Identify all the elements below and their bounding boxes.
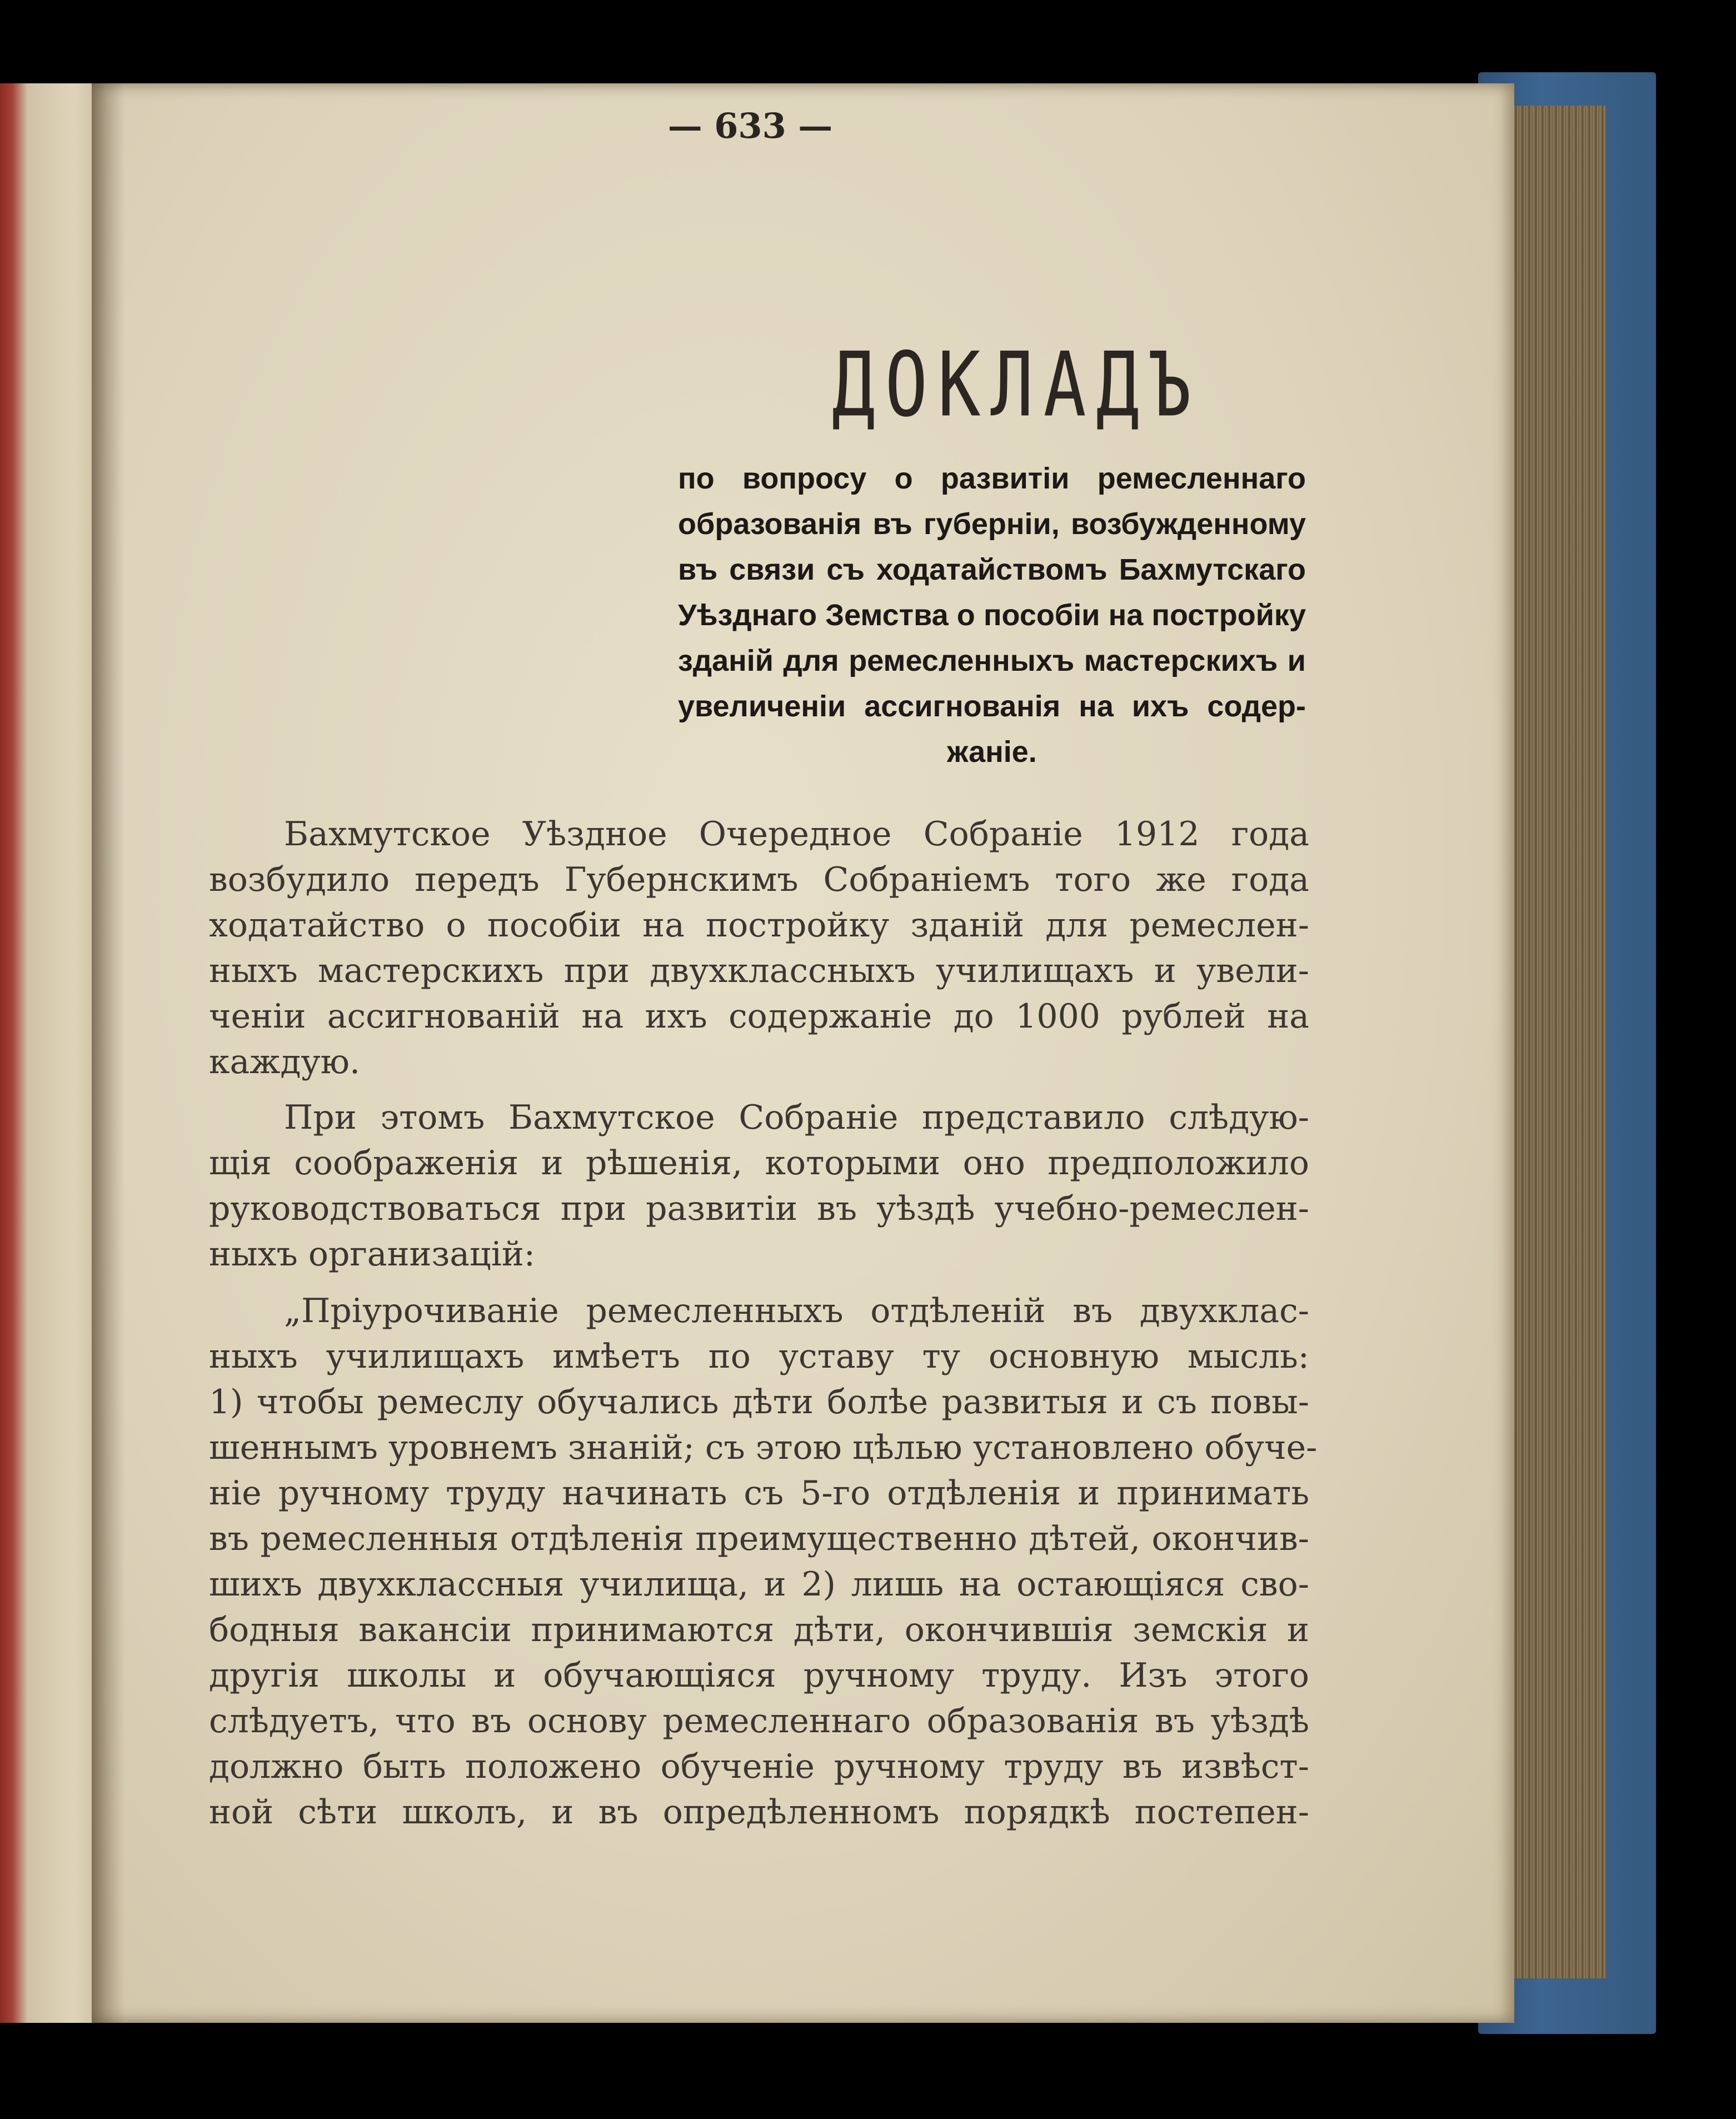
text-line: другія школы и обучающіяся ручному труду. Изъ этого [209, 1656, 1309, 1695]
paragraph-3 [209, 1288, 1318, 1835]
page-number: — 633 — [667, 106, 833, 146]
document-title: ДОКЛАДЪ [832, 333, 1202, 437]
subtitle-line: образованія въ губерніи, возбужденному [678, 507, 1306, 541]
left-page-edge [0, 83, 106, 2023]
text-line: ныхъ училищахъ имѣетъ по уставу ту основную мысль: [209, 1337, 1309, 1376]
subtitle-line: Уѣзднаго Земства о пособіи на постройку [678, 599, 1306, 632]
text-line: шихъ двухклассныя училища, и 2) лишь на остающіяся сво- [209, 1565, 1309, 1604]
subtitle-line: зданій для ремесленныхъ мастерскихъ и [678, 644, 1306, 677]
text-line: „Пріурочиваніе ремесленныхъ отдѣленій въ двухклас- [284, 1292, 1309, 1330]
text-line: каждую. [209, 1043, 361, 1081]
paragraph-1 [209, 811, 1309, 1085]
text-line: бодныя вакансіи принимаются дѣти, окончившія земскія и [209, 1611, 1309, 1649]
text-line: руководствоваться при развитіи въ уѣздѣ учебно-ремеслен- [209, 1189, 1309, 1228]
text-line: ходатайство о пособіи на постройку зданій для ремеслен- [209, 906, 1309, 945]
text-line: шеннымъ уровнемъ знаній; съ этою цѣлью установлено обуче- [209, 1428, 1318, 1467]
subtitle-line: по вопросу о развитіи ремесленнаго [678, 462, 1306, 495]
text-line: ченіи ассигнованій на ихъ содержаніе до 1000 рублей на [209, 997, 1309, 1036]
text-line: ныхъ организацій: [209, 1235, 536, 1274]
document-subtitle [678, 456, 1306, 775]
text-line: При этомъ Бахмутское Собраніе представило слѣдую- [284, 1098, 1309, 1137]
text-line: щія соображенія и рѣшенія, которыми оно предположило [209, 1144, 1309, 1183]
subtitle-line: жаніе. [947, 735, 1037, 769]
text-line: ныхъ мастерскихъ при двухклассныхъ училищахъ и увели- [209, 951, 1309, 990]
text-line: должно быть положено обученіе ручному труду въ извѣст- [209, 1747, 1309, 1786]
text-line: ной сѣти школъ, и въ опредѣленномъ порядкѣ постепен- [209, 1793, 1309, 1832]
subtitle-line: въ связи съ ходатайствомъ Бахмутскаго [678, 553, 1306, 586]
text-line: Бахмутское Уѣздное Очередное Собраніе 1912 года [284, 815, 1309, 854]
paragraph-2 [209, 1095, 1309, 1277]
text-line: возбудило передъ Губернскимъ Собраніемъ того же года [209, 860, 1309, 899]
text-line: ніе ручному труду начинать съ 5-го отдѣленія и принимать [209, 1474, 1309, 1513]
text-line: слѣдуетъ, что въ основу ремесленнаго образованія въ уѣздѣ [209, 1702, 1309, 1741]
page-edges [1511, 106, 1606, 1978]
subtitle-line: увеличеніи ассигнованія на ихъ содер- [678, 690, 1306, 723]
text-line: 1) чтобы ремеслу обучались дѣти болѣе развитыя и съ повы- [209, 1383, 1309, 1422]
page-gutter-shadow [92, 83, 125, 2023]
text-line: въ ремесленныя отдѣленія преимущественно дѣтей, окончив- [209, 1519, 1309, 1558]
